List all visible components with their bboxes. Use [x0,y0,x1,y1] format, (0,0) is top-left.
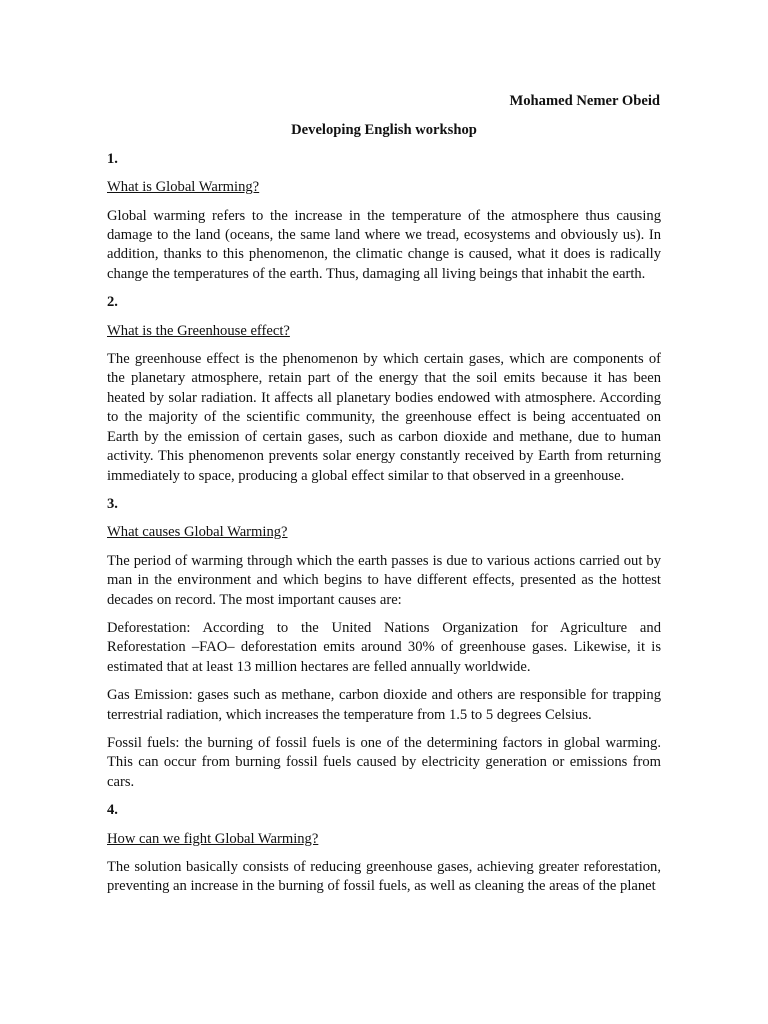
section-1 [107,150,661,284]
section-number: 2. [107,294,118,311]
section-heading: What is the Greenhouse effect? [107,322,290,339]
paragraph: The greenhouse effect is the phenomenon by which certain gases, which are components of the planetary atmosphere, retain part of the energy that the soil emits because it has been heated by solar radiation. It affects all planetary bodies endowed with atmosphere. According to the majority of the scientific community, the greenhouse effect is being accentuated on Earth by the emission of certain gases, such as carbon dioxide and methane, due to human activity. This phenomenon prevents solar energy constantly received by Earth from returning immediately to space, producing a global effect similar to that observed in a greenhouse. [107,351,661,484]
section-2 [107,293,661,486]
section-heading: How can we fight Global Warming? [107,830,319,847]
section-number: 3. [107,495,118,512]
section-heading: What causes Global Warming? [107,524,288,541]
paragraph: The period of warming through which the earth passes is due to various actions carried out by man in the environment and which begins to have different effects, presented as the hottest decades on record. The most important causes are: [107,552,661,608]
document-title: Developing English workshop [291,122,477,139]
section-number: 1. [107,150,118,167]
paragraph-gas-emission: Gas Emission: gases such as methane, carbon dioxide and others are responsible for trapping terrestrial radiation, which increases the temperature from 1.5 to 5 degrees Celsius. [107,687,661,723]
paragraph-deforestation: Deforestation: According to the United Nations Organization for Agriculture and Reforestation –FAO– deforestation emits around 30% of greenhouse gases. Likewise, it is estimated that at least 13 million hectares are felled annually worldwide. [107,619,661,675]
section-number: 4. [107,802,118,819]
paragraph-fossil-fuels: Fossil fuels: the burning of fossil fuels is one of the determining factors in global warming. This can occur from burning fossil fuels caused by electricity generation or emissions from cars. [107,734,661,790]
author-name: Mohamed Nemer Obeid [509,93,660,109]
paragraph: Global warming refers to the increase in the temperature of the atmosphere thus causing damage to the land (oceans, the same land where we tread, ecosystems and obviously us). In addition, thanks to this phenomenon, the climatic change is caused, what it does is radically change the temperatures of the earth. Thus, damaging all living beings that inhabit the earth. [107,207,661,282]
paragraph: The solution basically consists of reducing greenhouse gases, achieving greater reforestation, preventing an increase in the burning of fossil fuels, as well as cleaning the areas of the planet [107,859,661,895]
section-4 [107,801,661,897]
section-heading: What is Global Warming? [107,179,260,196]
section-3 [107,495,661,792]
